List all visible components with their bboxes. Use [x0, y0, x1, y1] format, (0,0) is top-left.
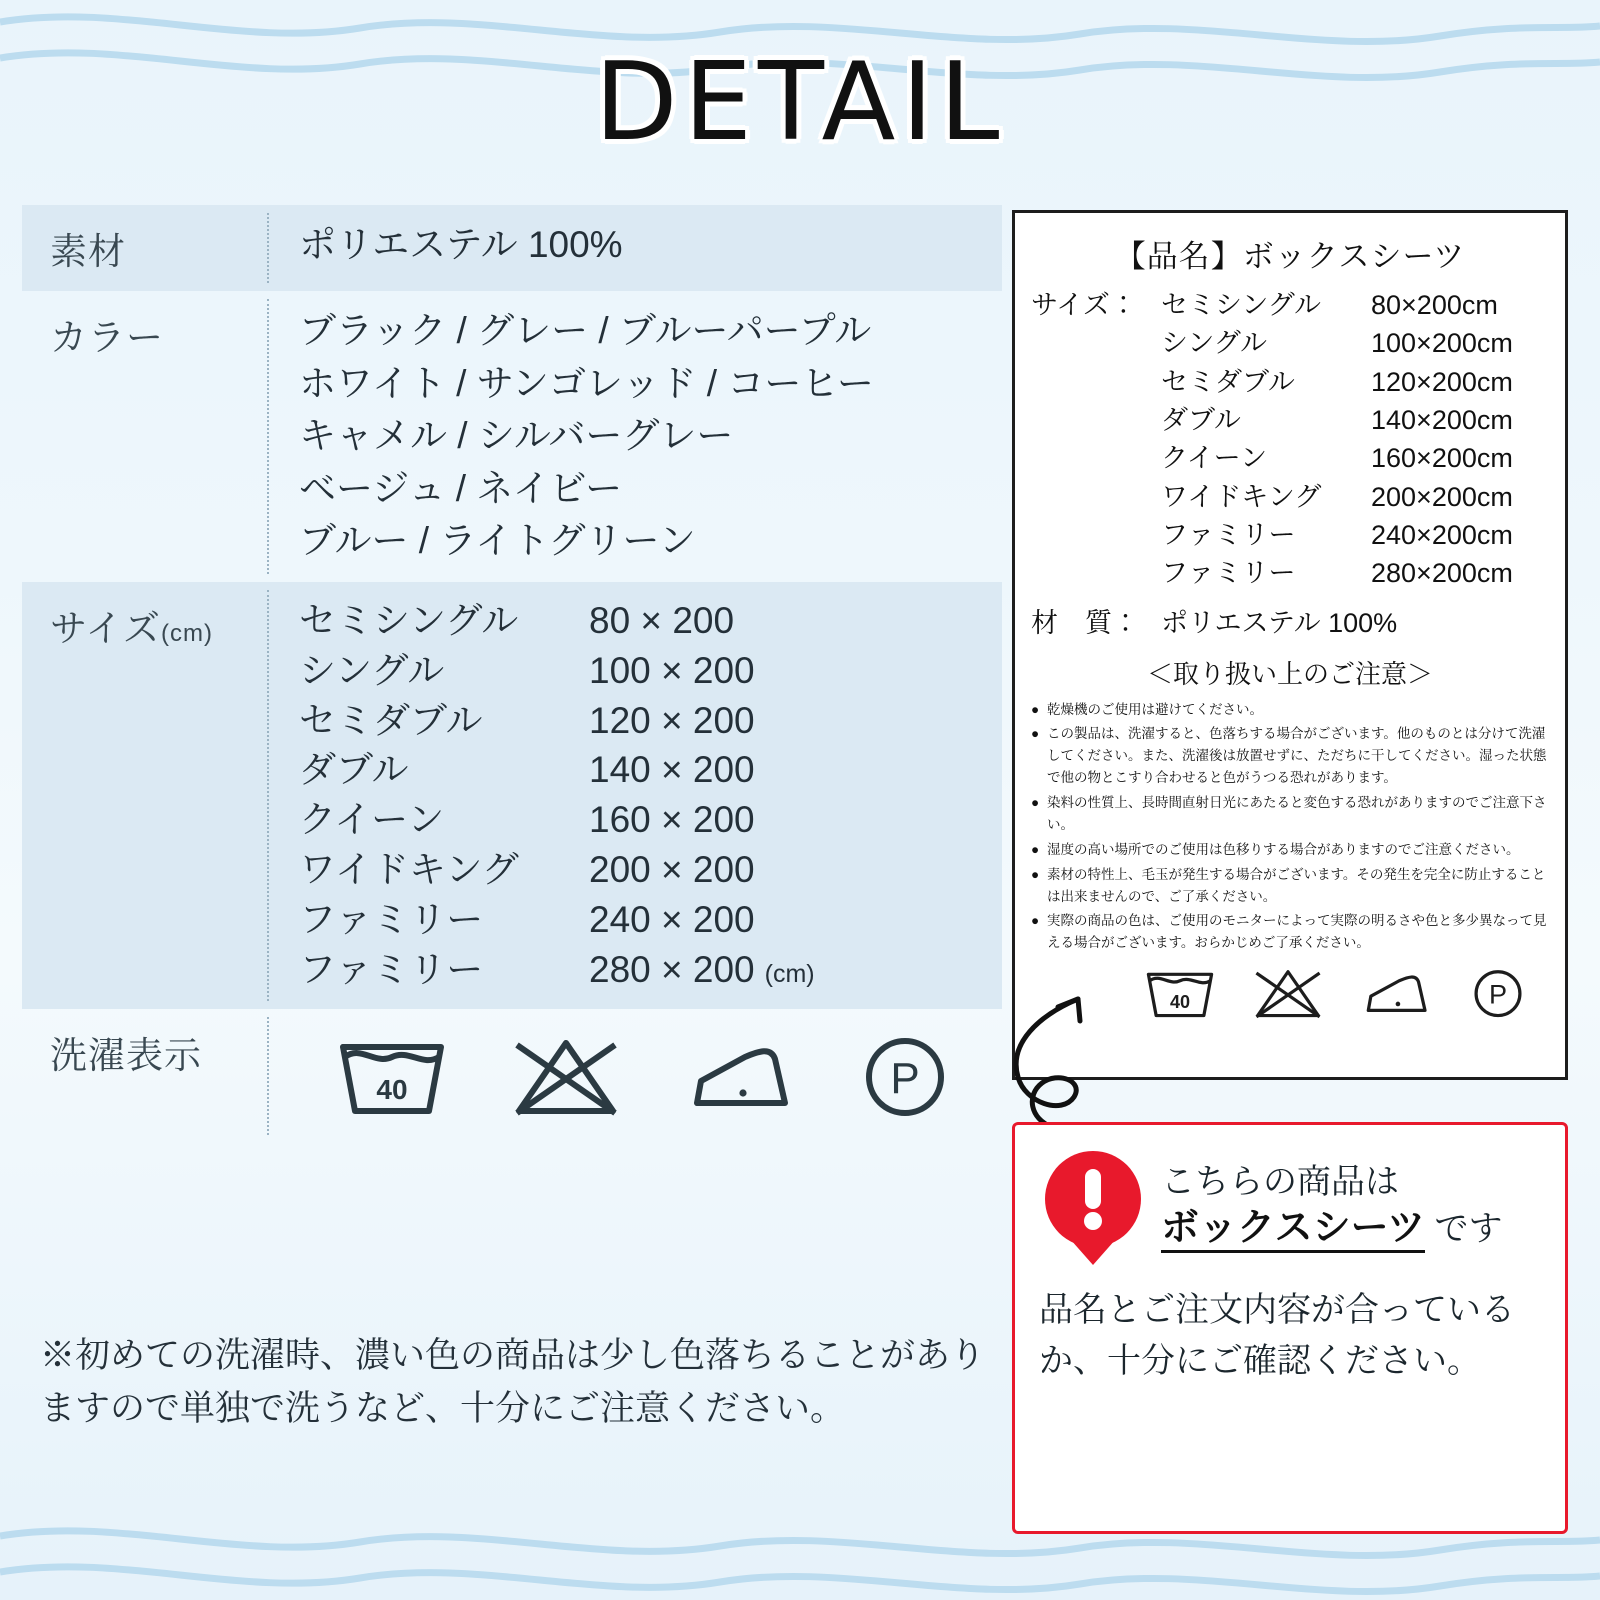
label-size-value: 160×200cm — [1371, 443, 1513, 474]
size-row — [299, 795, 1002, 845]
label-size-row — [1031, 554, 1549, 592]
wash-40-icon — [333, 1031, 451, 1121]
size-dimension: 100 × 200 — [589, 649, 755, 691]
caution-item — [1031, 839, 1549, 861]
iron-low-icon — [1357, 964, 1435, 1022]
bullet-icon: ● — [1031, 841, 1040, 857]
washing-note: ※初めての洗濯時、濃い色の商品は少し色落ちることがありますので単独で洗うなど、十分にご注意ください。 — [40, 1336, 986, 1428]
label-size-name: ファミリー — [1161, 558, 1296, 589]
label-size-row — [1031, 516, 1549, 554]
spec-row-size — [22, 582, 1002, 1010]
spec-label-size-text: サイズ — [50, 607, 162, 649]
notice-strong-text: ボックスシーツ — [1161, 1207, 1425, 1253]
color-line: ベージュ / ネイビー — [299, 467, 623, 509]
size-name: セミダブル — [299, 699, 483, 741]
label-size-key: サイズ： — [1031, 290, 1137, 320]
care-symbol-group — [299, 1023, 1002, 1129]
spec-value-size — [269, 582, 1002, 1010]
caution-heading: ＜取り扱い上のご注意＞ — [1146, 658, 1433, 689]
caution-item — [1031, 864, 1549, 908]
bullet-icon: ● — [1031, 726, 1040, 742]
label-size-value: 140×200cm — [1371, 404, 1513, 435]
caution-item — [1031, 910, 1549, 954]
label-size-name: ファミリー — [1161, 519, 1296, 550]
label-size-value: 100×200cm — [1371, 328, 1513, 359]
spec-value-material: ポリエステル 100% — [299, 224, 623, 265]
size-name: セミシングル — [299, 599, 519, 641]
notice-line-2 — [1161, 1204, 1503, 1253]
iron-low-icon — [681, 1031, 799, 1121]
label-size-row — [1031, 439, 1549, 477]
label-size-name: シングル — [1161, 328, 1267, 359]
spec-row-material — [22, 205, 1002, 291]
page-title: DETAIL — [594, 40, 1006, 165]
product-label-title: 【品名】ボックスシーツ — [1114, 239, 1466, 274]
label-size-name: ワイドキング — [1161, 481, 1322, 512]
size-row — [299, 596, 1002, 646]
size-name: ファミリー — [299, 949, 484, 991]
label-care-symbol-group — [1031, 964, 1549, 1022]
notice-suffix: です — [1425, 1210, 1503, 1249]
size-name: ワイドキング — [299, 849, 519, 891]
bullet-icon: ● — [1031, 913, 1040, 929]
label-size-name: ダブル — [1161, 404, 1241, 435]
spec-value-care-symbols — [269, 1009, 1002, 1143]
color-line: ホワイト / サンゴレッド / コーヒー — [299, 362, 874, 404]
label-size-row — [1031, 401, 1549, 439]
caution-text: 湿度の高い場所でのご使用は色移りする場合がありますのでご注意ください。 — [1047, 841, 1520, 857]
size-dimension-text: 280 × 200 — [589, 949, 755, 991]
size-dimension-suffix: (cm) — [764, 960, 815, 989]
caution-list — [1031, 699, 1549, 954]
size-dimension: 80 × 200 — [589, 599, 735, 641]
label-material-value: ポリエステル 100% — [1161, 607, 1398, 638]
spec-label-care-symbols: 洗濯表示 — [50, 1035, 202, 1077]
caution-text: 実際の商品の色は、ご使用のモニターによって実際の明るさや色と多少異なって見える場合がございます。おらかじめご了承ください。 — [1047, 913, 1547, 951]
size-name: ファミリー — [299, 899, 484, 941]
caution-text: 乾燥機のご使用は避けてください。 — [1047, 701, 1263, 717]
spec-label-material: 素材 — [50, 231, 126, 272]
bullet-icon: ● — [1031, 701, 1040, 717]
wash-40-icon — [1141, 964, 1219, 1022]
caution-item — [1031, 723, 1549, 789]
size-row — [299, 696, 1002, 746]
caution-text: 素材の特性上、毛玉が発生する場合がございます。その発生を完全に防止することは出来ませんので、ご了承ください。 — [1047, 866, 1546, 904]
warning-exclamation-icon — [1039, 1147, 1147, 1267]
product-type-notice — [1012, 1122, 1568, 1534]
label-size-row — [1031, 478, 1549, 516]
size-name: ダブル — [299, 749, 409, 791]
spec-label-size — [22, 582, 267, 668]
label-material-key: 材 質： — [1031, 607, 1139, 638]
bullet-icon: ● — [1031, 795, 1040, 811]
label-size-value: 120×200cm — [1371, 366, 1513, 397]
notice-line-1: こちらの商品は — [1161, 1163, 1399, 1202]
size-dimension: 120 × 200 — [589, 699, 755, 741]
bullet-icon: ● — [1031, 866, 1040, 882]
product-label-box — [1012, 210, 1568, 1080]
no-bleach-icon — [507, 1031, 625, 1121]
size-name: シングル — [299, 649, 445, 691]
size-row — [299, 845, 1002, 895]
spec-value-color — [269, 291, 1002, 582]
label-size-name: クイーン — [1161, 443, 1268, 474]
dryclean-p-icon — [1465, 964, 1531, 1022]
label-size-value: 80×200cm — [1371, 290, 1498, 320]
label-size-value: 280×200cm — [1371, 558, 1513, 589]
size-name: クイーン — [299, 799, 445, 841]
notice-body-text: 品名とご注文内容が合っているか、十分にご確認ください。 — [1039, 1291, 1515, 1380]
caution-text: この製品は、洗濯すると、色落ちする場合がございます。他のものとは分けて洗濯してください。また、洗濯後は放置せずに、ただちに干してください。湿った状態で他の物とこすり合わせると色がうつる恐れがあります。 — [1047, 726, 1547, 786]
label-size-row — [1031, 324, 1549, 362]
color-line: ブルー / ライトグリーン — [299, 520, 696, 562]
spec-label-color: カラー — [50, 317, 164, 358]
svg-text:P: P — [1488, 979, 1508, 1010]
spec-row-color — [22, 291, 1002, 582]
size-dimension — [589, 945, 815, 995]
product-label-material — [1031, 601, 1549, 640]
svg-text:40: 40 — [1169, 991, 1191, 1012]
notice-header — [1039, 1147, 1541, 1267]
label-size-name: セミダブル — [1161, 366, 1295, 397]
size-dimension: 160 × 200 — [589, 799, 755, 841]
spec-row-care-symbols — [22, 1009, 1002, 1143]
color-line: ブラック / グレー / ブルーパープル — [299, 310, 872, 351]
caution-text: 染料の性質上、長時間直射日光にあたると変色する恐れがありますのでご注意下さい。 — [1047, 795, 1547, 832]
no-bleach-icon — [1249, 964, 1327, 1022]
dryclean-p-icon — [855, 1031, 955, 1121]
label-size-row — [1031, 363, 1549, 401]
caution-item — [1031, 699, 1549, 721]
size-dimension: 200 × 200 — [589, 849, 755, 891]
size-row — [299, 895, 1002, 945]
size-dimension: 140 × 200 — [589, 749, 755, 791]
label-size-value: 200×200cm — [1371, 481, 1513, 512]
label-size-name: セミシングル — [1161, 290, 1321, 320]
size-row — [299, 745, 1002, 795]
caution-item — [1031, 792, 1549, 836]
label-size-row — [1031, 286, 1549, 324]
specification-table — [22, 205, 1002, 1143]
svg-text:P: P — [890, 1054, 920, 1104]
size-row — [299, 646, 1002, 696]
size-dimension: 240 × 200 — [589, 899, 755, 941]
label-size-value: 240×200cm — [1371, 519, 1513, 550]
spec-label-size-unit: (cm) — [161, 619, 214, 647]
color-line: キャメル / シルバーグレー — [299, 415, 734, 457]
notice-heading-text — [1161, 1160, 1503, 1254]
svg-text:40: 40 — [376, 1074, 408, 1106]
product-label-size-list — [1031, 286, 1549, 593]
size-row — [299, 945, 1002, 995]
